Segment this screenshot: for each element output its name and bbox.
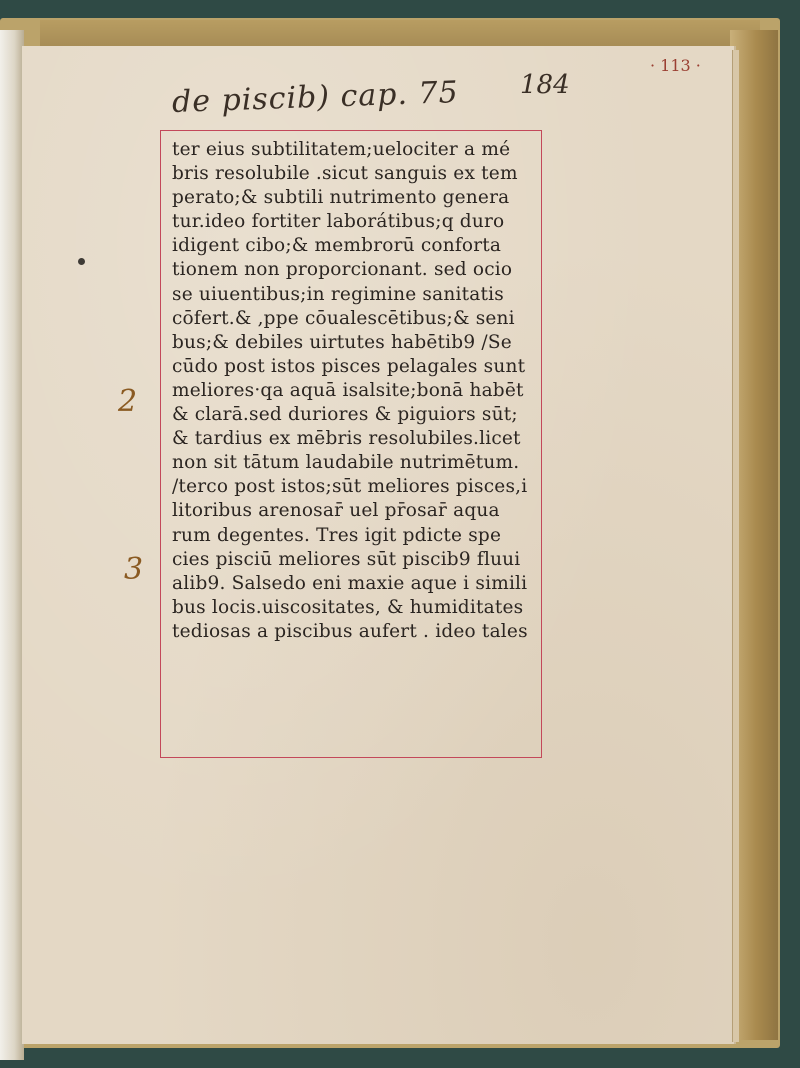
page-edge [732,50,739,1042]
text-line: non sit tātum laudabile nutrimētum. [172,452,520,474]
folio-number: 184 [520,70,570,100]
text-line: cūdo post istos pisces pelagales sunt [172,355,526,377]
text-line: rum degentes. Tres igit pdicte spe [172,524,502,546]
ink-dot [78,258,85,265]
handwritten-heading: de piscib) cap. 75 [171,75,460,120]
text-line: cōfert.& ,ppe cōualescētibus;& seni [172,307,515,329]
margin-note-3: 3 [124,552,144,587]
text-line: tionem non proporcionant. sed ocio [172,259,513,281]
corner-number: · 113 · [650,56,701,75]
text-line: litoribus arenosar̄ uel pr̄osar̄ aqua [172,500,500,522]
text-line: tediosas a piscibus aufert . ideo tales [172,620,528,642]
text-line: se uiuentibus;in regimine sanitatis [172,283,504,305]
text-line: & clarā.sed duriores & piguiors sūt; [172,404,518,426]
text-line: meliores·qa aquā isalsite;bonā habēt [172,379,524,401]
text-line: ter eius subtilitatem;uelociter a mé [172,139,511,160]
text-line: & tardius ex mēbris resolubiles.licet [172,428,521,450]
text-line: cies pisciū meliores sūt piscib9 fluui [172,548,521,570]
margin-note-2: 2 [118,384,138,419]
text-line: bus;& debiles uirtutes habētib9 /Se [172,331,512,353]
text-line: /terco post istos;sūt meliores pisces,i [172,476,528,498]
text-block [172,138,544,644]
text-line: tur.ideo fortiter laborátibus;q duro [172,211,505,233]
text-line: perato;& subtili nutrimento genera [172,187,510,209]
text-line: idigent cibo;& membrorū conforta [172,235,502,257]
book-spine [0,30,24,1060]
text-line: alib9. Salsedo eni maxie aque i simili [172,572,528,594]
text-line: bus locis.uiscositates, & humiditates [172,596,524,618]
text-line: bris resolubile .sicut sanguis ex tem [172,163,518,185]
